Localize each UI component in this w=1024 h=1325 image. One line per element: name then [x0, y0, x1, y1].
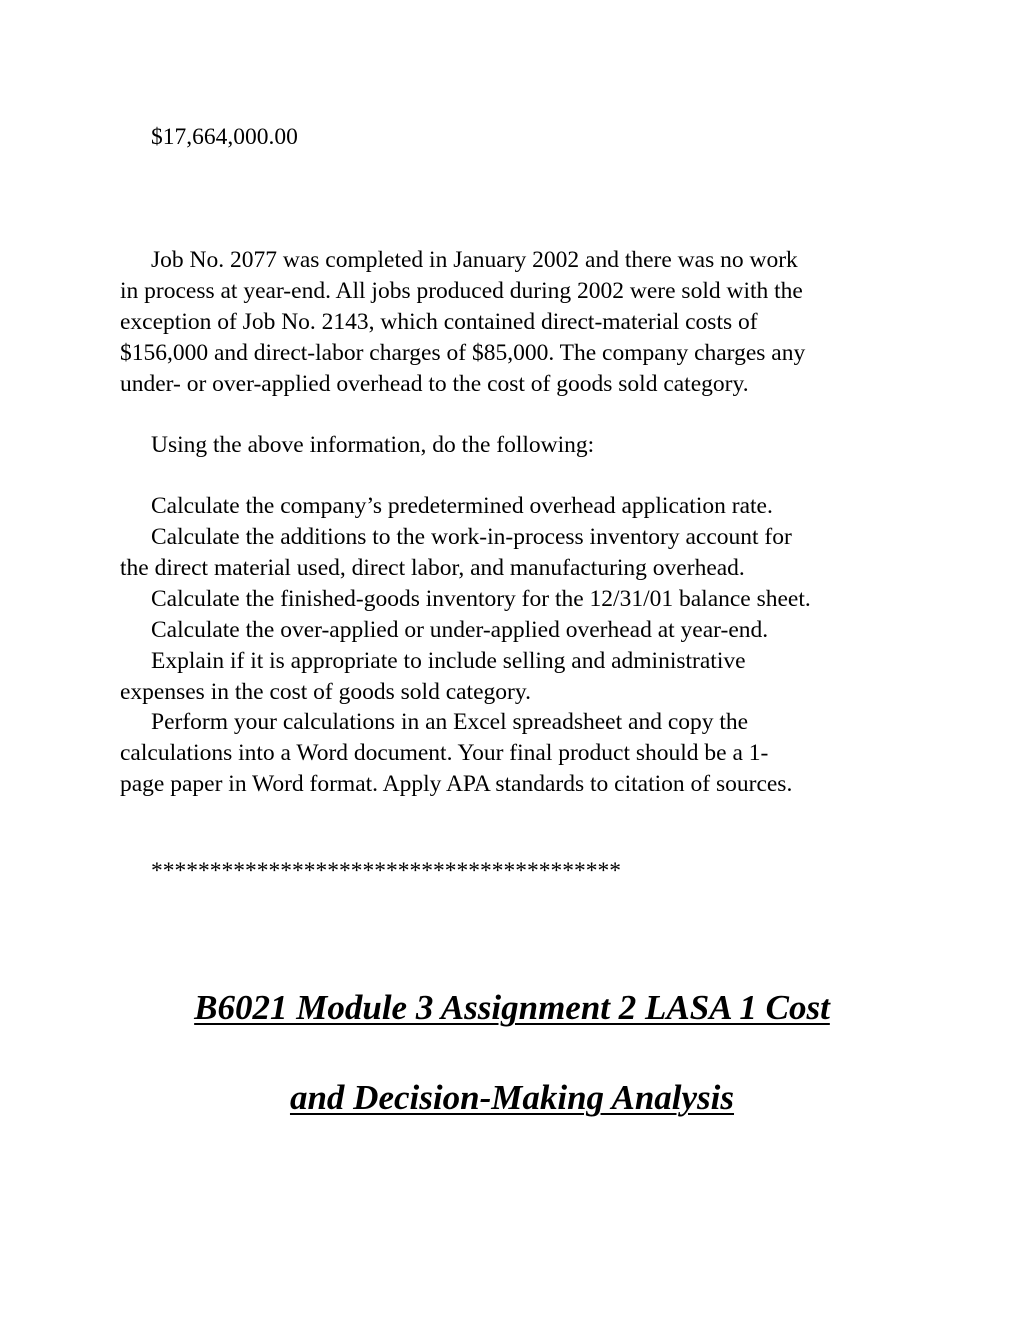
task-line: the direct material used, direct labor, and manufacturing overhead.	[120, 555, 745, 581]
instruction-text: Using the above information, do the following:	[151, 432, 595, 458]
task-line: Calculate the finished-goods inventory for the 12/31/01 balance sheet.	[151, 586, 811, 612]
paragraph-line: exception of Job No. 2143, which contained direct-material costs of	[120, 309, 758, 335]
task-line: Calculate the additions to the work-in-process inventory account for	[151, 524, 792, 550]
separator-line: ****************************************	[151, 858, 621, 884]
task-line: Explain if it is appropriate to include selling and administrative	[151, 648, 746, 674]
task-line: expenses in the cost of goods sold category.	[120, 679, 531, 705]
task-line: Perform your calculations in an Excel spreadsheet and copy the	[151, 709, 749, 735]
document-title-line-2: and Decision-Making Analysis	[289, 1078, 735, 1117]
task-line: Calculate the company’s predetermined overhead application rate.	[151, 493, 773, 519]
paragraph-line: Job No. 2077 was completed in January 2002 and there was no work	[151, 247, 798, 273]
paragraph-line: in process at year-end. All jobs produced during 2002 were sold with the	[120, 278, 803, 304]
paragraph-line: under- or over-applied overhead to the cost of goods sold category.	[120, 371, 749, 397]
document-title-line-1: B6021 Module 3 Assignment 2 LASA 1 Cost	[194, 988, 830, 1027]
amount-text: $17,664,000.00	[151, 124, 298, 150]
paragraph-line: $156,000 and direct-labor charges of $85,000. The company charges any	[120, 340, 806, 366]
task-line: calculations into a Word document. Your final product should be a 1-	[120, 740, 769, 766]
task-line: Calculate the over-applied or under-applied overhead at year-end.	[151, 617, 769, 643]
task-line: page paper in Word format. Apply APA standards to citation of sources.	[120, 771, 793, 797]
